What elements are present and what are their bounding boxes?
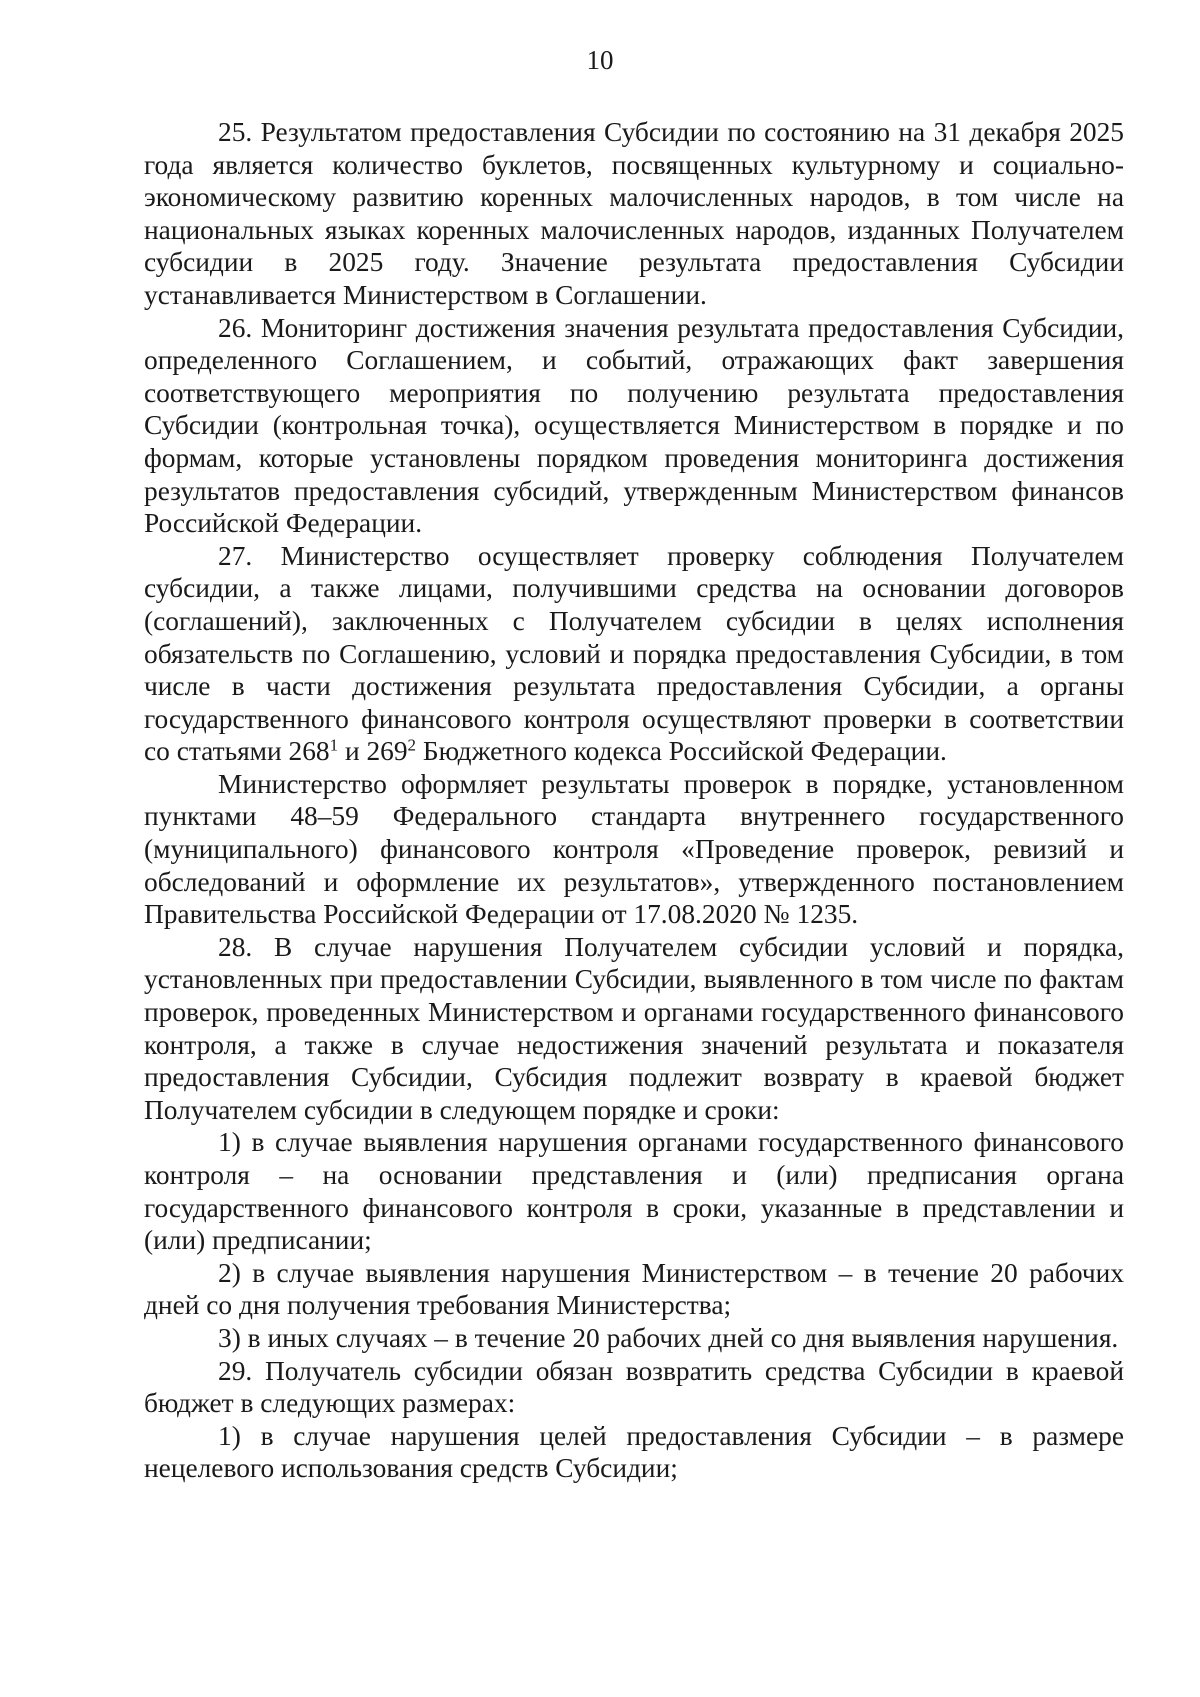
paragraph-29: 29. Получатель субсидии обязан возвратить средства Субсидии в краевой бюджет в следующих размерах: (144, 1355, 1124, 1419)
footnote-superscript-2: 2 (407, 735, 417, 755)
paragraph-27 (144, 540, 1124, 768)
paragraph-25: 25. Результатом предоставления Субсидии по состоянию на 31 декабря 2025 года является количество буклетов, посвященных культурному и социально-экономическому развитию коренных малочисленных народов, в том числе на национальных языках коренных малочисленных народов, изданных Получателем субсидии в 2025 году. Значение результата предоставления Субсидии устанавливается Министерством в Соглашении. (144, 117, 1124, 310)
paragraph-27-continuation: Министерство оформляет результаты проверок в порядке, установленном пунктами 48–59 Федерального стандарта внутреннего государственного (муниципального) финансового контроля «Проведение проверок, ревизий и обследований и оформление их результатов», утвержденного постановлением Правительства Российской Федерации от 17.08.2020 № 1235. (144, 768, 1124, 930)
paragraph-29-item-1: 1) в случае нарушения целей предоставления Субсидии – в размере нецелевого использования средств Субсидии; (144, 1420, 1124, 1484)
paragraph-28-item-1: 1) в случае выявления нарушения органами государственного финансового контроля – на основании представления и (или) предписания органа государственного финансового контроля в сроки, указанные в представлении и (или) предписании; (144, 1127, 1124, 1256)
paragraph-27-text-3: Бюджетного кодекса Российской Федерации. (416, 736, 947, 767)
document-body (144, 116, 1124, 1485)
paragraph-28: 28. В случае нарушения Получателем субсидии условий и порядка, установленных при предоставлении Субсидии, выявленного в том числе по фактам проверок, проведенных Министерством и органами государственного финансового контроля, а также в случае недостижения значений результата и показателя предоставления Субсидии, Субсидия подлежит возврату в краевой бюджет Получателем субсидии в следующем порядке и сроки: (144, 931, 1124, 1125)
paragraph-27-text-2: и 269 (338, 736, 408, 767)
page-number: 10 (586, 45, 614, 75)
paragraph-26: 26. Мониторинг достижения значения результата предоставления Субсидии, определенного Соглашением, и событий, отражающих факт завершения соответствующего мероприятия по получению результата предоставления Субсидии (контрольная точка), осуществляется Министерством в порядке и по формам, которые установлены порядком проведения мониторинга достижения результатов предоставления субсидий, утвержденным Министерством финансов Российской Федерации. (144, 312, 1124, 539)
footnote-superscript-1: 1 (329, 735, 339, 755)
paragraph-28-item-2: 2) в случае выявления нарушения Министерством – в течение 20 рабочих дней со дня получения требования Министерства; (144, 1257, 1124, 1321)
paragraph-28-item-3: 3) в иных случаях – в течение 20 рабочих дней со дня выявления нарушения. (218, 1322, 1119, 1353)
paragraph-27-text-1: 27. Министерство осуществляет проверку соблюдения Получателем субсидии, а также лицами, получившими средства на основании договоров (соглашений), заключенных с Получателем субсидии в целях исполнения обязательств по Соглашению, условий и порядка предоставления Субсидии, в том числе в части достижения результата предоставления Субсидии, а органы государственного финансового контроля осуществляют проверки в соответствии со статьями 268 (144, 540, 1124, 767)
